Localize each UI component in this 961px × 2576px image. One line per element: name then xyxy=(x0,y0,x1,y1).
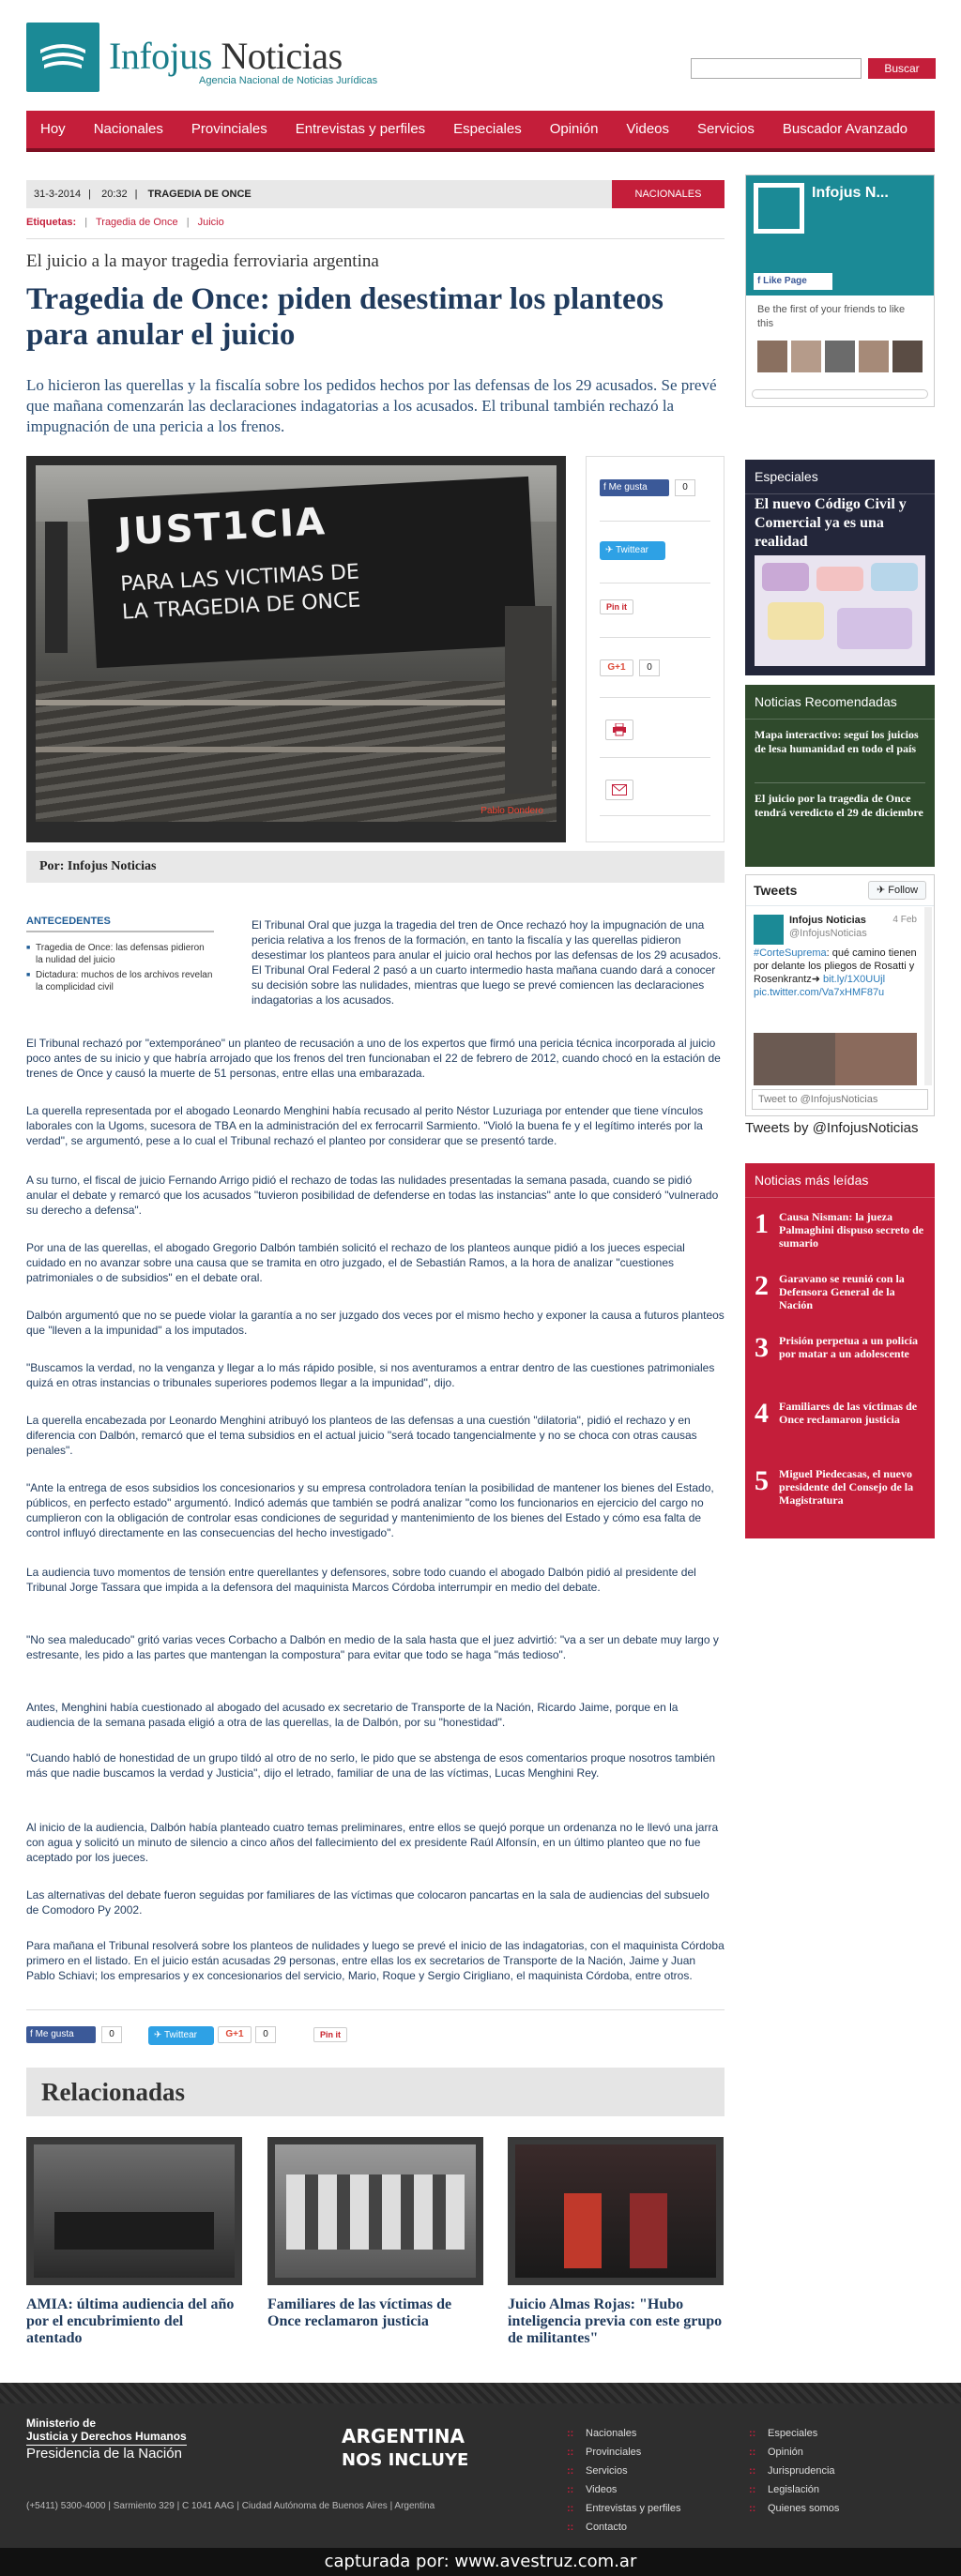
mas-leidas-title: Noticias más leídas xyxy=(745,1163,935,1198)
google-plus-count: 0 xyxy=(639,659,660,676)
article-date: 31-3-2014 xyxy=(34,189,82,200)
article-paragraph: Por una de las querellas, el abogado Gregorio Dalbón también solicitó el rechazo de los planteos aunque pidió a los jueces especial cuidado en no avanzar sobre una causa que se tramita en otro juzgado, el de Sebastián Ramos, a la hora de analizar "cuestiones patrimoniales o de subsidios" en el debate oral. xyxy=(26,1241,685,1284)
related-headline[interactable]: AMIA: última audiencia del año por el encubrimiento del atentado xyxy=(26,2296,235,2346)
google-plus-count: 0 xyxy=(255,2026,276,2043)
facebook-widget-scrollbar[interactable] xyxy=(752,389,928,399)
facebook-page-name[interactable]: Infojus N... xyxy=(812,185,889,201)
mas-leidas-headline[interactable]: Familiares de las víctimas de Once reclamaron justicia xyxy=(779,1400,918,1426)
article-paragraph: "Cuando habló de honestidad de un grupo tildó al otro de no serlo, le pido que se abstenga de esos comentarios proque nosotros también más que nadie buscamos la verdad y Justicia", dijo el letrado, familiar de una de las víctimas, Lucas Menghini Rey. xyxy=(26,1751,716,1780)
avatar[interactable] xyxy=(754,915,784,945)
especiales-headline[interactable]: El nuevo Código Civil y Comercial ya es una realidad xyxy=(755,496,907,550)
article-paragraph: "No sea maleducado" gritó varias veces Corbacho a Dalbón en medio de la sala hasta que el juez advirtió: "va a ser un debate muy largo y estresante, les pido a las partes que mantengan la compostura" para evitar que todo se haga "más tedioso". xyxy=(26,1633,719,1661)
facebook-like-button[interactable]: f Me gusta xyxy=(600,479,669,496)
google-plus-button[interactable]: G+1 xyxy=(218,2026,252,2043)
footer-link[interactable]: :: Jurisprudencia xyxy=(749,2462,839,2480)
antecedentes-title: ANTECEDENTES xyxy=(26,916,214,932)
article-paragraph: "Buscamos la verdad, no la venganza y llegar a lo más rápido posible, si nos aventuramos a entrar dentro de las cuestiones patrimoniales quizá en otras instancias o tribunales superiores podemos llegar a la impunidad", dijo. xyxy=(26,1361,715,1389)
footer-link[interactable]: :: Videos xyxy=(567,2480,680,2499)
photo-image xyxy=(36,465,557,822)
related-headline[interactable]: Familiares de las víctimas de Once reclamaron justicia xyxy=(267,2296,452,2329)
divider xyxy=(600,757,710,758)
email-icon[interactable] xyxy=(605,780,633,800)
footer-link[interactable]: :: Entrevistas y perfiles xyxy=(567,2499,680,2518)
logo-title[interactable]: Infojus Noticias xyxy=(109,35,343,77)
especiales-box xyxy=(745,460,935,675)
article-paragraph: Para mañana el Tribunal resolverá sobre los planteos de nulidades y luego se prevé el inicio de las indagatorias, con el maquinista Córdoba primero en el listado. En el juicio están acusadas 29 personas, entre ellas los ex secretarios de Transporte de la Nación, Jaime y Juan Pablo Schiavi; los empresarios y ex concesionarios del servicio, Mario, Roque y Sergio Cirigliano, el maquinista Córdoba, entre otros. xyxy=(26,1939,725,1982)
facebook-like-button[interactable]: f Me gusta xyxy=(26,2026,96,2043)
footer-links xyxy=(749,2424,839,2518)
related-image[interactable] xyxy=(508,2137,724,2285)
article-time: 20:32 xyxy=(101,189,128,200)
logo-icon xyxy=(754,183,804,234)
tweets-by-link[interactable]: Tweets by @InfojusNoticias xyxy=(745,1120,919,1136)
mas-leidas-headline[interactable]: Garavano se reunió con la Defensora General de la Nación xyxy=(779,1272,905,1311)
section-badge[interactable]: NACIONALES xyxy=(612,180,725,208)
tags-label: Etiquetas: xyxy=(26,217,77,228)
search-button[interactable]: Buscar xyxy=(868,58,936,79)
antecedente-link[interactable]: ■ Dictadura: muchos de los archivos revelan la complicidad civil xyxy=(26,969,214,993)
nav-item-especiales[interactable]: Especiales xyxy=(453,121,522,137)
facebook-friends-avatars xyxy=(757,341,923,372)
tweet-image[interactable] xyxy=(754,1033,917,1085)
mas-leidas-item[interactable] xyxy=(755,1332,927,1390)
article-paragraph: El Tribunal rechazó por "extemporáneo" un planteo de recusación a uno de los expertos que firmó una pericia técnica incorporada al juicio poco antes de su inicio y que habría arrojado que los frenos del tren funcionaban el 22 de febrero de 2012, cuando chocó en la estación de trenes de Once y causó la muerte de 51 personas, entre ellas una embarazada. xyxy=(26,1037,721,1080)
main-nav xyxy=(26,111,935,152)
related-image[interactable] xyxy=(26,2137,242,2285)
related-image[interactable] xyxy=(267,2137,483,2285)
ministry-logo[interactable]: Ministerio de Justicia y Derechos Humanos Presidencia de la Nación xyxy=(26,2417,187,2462)
tag-link[interactable]: Tragedia de Once xyxy=(95,217,178,228)
antecedentes-box xyxy=(26,916,214,996)
facebook-count: 0 xyxy=(675,479,695,496)
share-panel xyxy=(586,456,725,842)
nav-item-videos[interactable]: Videos xyxy=(626,121,670,137)
tweet-compose-input[interactable]: Tweet to @InfojusNoticias xyxy=(752,1089,928,1110)
nav-item-servicios[interactable]: Servicios xyxy=(697,121,755,137)
mas-leidas-box xyxy=(745,1163,935,1538)
footer-link[interactable]: :: Opinión xyxy=(749,2443,839,2462)
article-author: Por: Infojus Noticias xyxy=(26,851,725,883)
nav-item-buscador[interactable]: Buscador Avanzado xyxy=(782,121,908,137)
divider xyxy=(600,697,710,698)
recomendadas-box xyxy=(745,685,935,867)
article-paragraph: Dalbón argumentó que no se puede violar la garantía a no ser juzgado dos veces por el mismo hecho y exponer la causa a futuros planteos que "lleven a la impunidad" a los imputados. xyxy=(26,1309,725,1337)
twitter-tweet-button[interactable]: ✈ Twittear xyxy=(600,541,665,560)
mas-leidas-headline[interactable]: Causa Nisman: la jueza Palmaghini dispuso secreto de sumario xyxy=(779,1210,924,1250)
rank-number: 2 xyxy=(755,1270,769,1301)
divider xyxy=(600,521,710,522)
facebook-like-page-button[interactable]: f Like Page xyxy=(754,273,832,290)
tweets-title: Tweets xyxy=(754,883,798,898)
pinterest-button[interactable]: Pin it xyxy=(600,599,633,614)
nav-item-provinciales[interactable]: Provinciales xyxy=(191,121,267,137)
tags: Etiquetas: | Tragedia de Once | Juicio xyxy=(26,217,224,228)
facebook-count: 0 xyxy=(101,2026,122,2043)
site-header xyxy=(26,23,935,94)
footer-links xyxy=(567,2424,680,2537)
twitter-follow-button[interactable]: ✈ Follow xyxy=(868,881,926,900)
tweet-author-handle[interactable]: @InfojusNoticias xyxy=(789,928,867,939)
print-icon[interactable] xyxy=(605,720,633,740)
divider xyxy=(746,905,934,906)
article-photo[interactable] xyxy=(26,456,566,842)
especiales-image[interactable] xyxy=(755,555,925,666)
scrollbar[interactable] xyxy=(924,907,932,1085)
footer-pattern xyxy=(0,2383,961,2403)
article-paragraph: La querella representada por el abogado Leonardo Menghini había recusado al perito Néstor Luzuriaga por entender que tiene vínculos laborales con la Ugoms, sucesora de TBA en la administración del ex ferrocarril Sarmiento. "Violó la buena fe y el legítimo interés por la verdad", se argumentó, pese a lo cual el Tribunal rechazó el planteo por considerar que se presentó tarde. xyxy=(26,1104,704,1147)
article-paragraph: "Ante la entrega de esos subsidios los concesionarios y su empresa controladora tenían la posibilidad de mantener los bienes del Estado, públicos, en perfecto estado" argumentó. Indicó además que también se podrá analizar "como los funcionarios en ejercicio del cargo no cumplieron con la obligación de controlar esas condiciones de seguridad y mantenimiento de los bienes del Estado y cómo esa falta de control influyó directamente en las consecuencias del hecho investigado". xyxy=(26,1481,714,1539)
divider xyxy=(755,782,925,783)
rank-number: 1 xyxy=(755,1208,769,1239)
article-paragraph: Las alternativas del debate fueron seguidas por familiares de las víctimas que colocaron pancartas en la sala de audiencias del subsuelo de Comodoro Py 2002. xyxy=(26,1888,709,1917)
google-plus-button[interactable]: G+1 xyxy=(600,659,633,676)
article-summary: Lo hicieron las querellas y la fiscalía sobre los pedidos hechos por las defensas de los 29 acusados. Se prevé que mañana comenzarán las declaraciones indagatorias a los acusados. El tribunal también rechazó la impugnación de una pericia a los frenos. xyxy=(26,376,717,435)
recomendada-link[interactable]: El juicio por la tragedia de Once tendrá veredicto el 29 de diciembre xyxy=(755,792,923,819)
twitter-tweet-button[interactable]: ✈ Twittear xyxy=(148,2026,214,2045)
capture-caption: capturada por: www.avestruz.com.ar xyxy=(0,2548,961,2576)
related-title: Relacionadas xyxy=(26,2068,725,2116)
footer-address: (+5411) 5300-4000 | Sarmiento 329 | C 1041 AAG | Ciudad Autónoma de Buenos Aires | Argentina xyxy=(26,2501,435,2511)
protest-banner: JUST1CIA PARA LAS VICTIMAS DE LA TRAGEDIA DE ONCE xyxy=(88,477,538,668)
nav-item-opinion[interactable]: Opinión xyxy=(549,121,599,137)
tweet-text: #CorteSuprema: qué camino tienen por delante los pliegos de Rosatti y Rosenkrantz➜ bit.ly/1X0UUjl pic.twitter.com/Va7xHMF87u xyxy=(754,947,917,998)
footer-link[interactable]: :: Quienes somos xyxy=(749,2499,839,2518)
search-input[interactable] xyxy=(691,58,862,79)
nav-item-hoy[interactable]: Hoy xyxy=(40,121,66,137)
footer-link[interactable]: :: Nacionales xyxy=(567,2424,680,2443)
footer-link[interactable]: :: Provinciales xyxy=(567,2443,680,2462)
logo-subtitle: Agencia Nacional de Noticias Jurídicas xyxy=(199,75,378,86)
recomendadas-title: Noticias Recomendadas xyxy=(745,685,935,720)
article-kicker: El juicio a la mayor tragedia ferroviaria argentina xyxy=(26,251,379,271)
tweet-date[interactable]: 4 Feb xyxy=(892,915,917,925)
footer-link[interactable]: :: Servicios xyxy=(567,2462,680,2480)
tag-link[interactable]: Juicio xyxy=(197,217,224,228)
article-topic[interactable]: TRAGEDIA DE ONCE xyxy=(147,189,252,200)
article-meta-bar: 31-3-2014 | 20:32 | TRAGEDIA DE ONCE NACIONALES xyxy=(26,180,725,208)
footer-link[interactable]: :: Especiales xyxy=(749,2424,839,2443)
nav-item-entrevistas[interactable]: Entrevistas y perfiles xyxy=(295,121,426,137)
antecedente-link[interactable]: ■ Tragedia de Once: las defensas pidieron la nulidad del juicio xyxy=(26,942,214,966)
footer-link[interactable]: :: Contacto xyxy=(567,2518,680,2537)
facebook-cover xyxy=(746,175,934,295)
rank-number: 5 xyxy=(755,1465,769,1496)
article-paragraph: La audiencia tuvo momentos de tensión entre querellantes y defensores, sobre todo cuando el abogado Dalbón pidió al presidente del Tribunal Jorge Tassara que impida a la defensora del maquinista Marcos Córdoba interrumpir en medio del debate. xyxy=(26,1566,696,1594)
facebook-page-widget xyxy=(745,174,935,407)
mas-leidas-item[interactable] xyxy=(755,1270,927,1328)
especiales-title: Especiales xyxy=(745,460,935,494)
mas-leidas-item[interactable] xyxy=(755,1398,927,1456)
slogan: ARGENTINA NOS INCLUYE xyxy=(342,2425,469,2470)
nav-item-nacionales[interactable]: Nacionales xyxy=(93,121,163,137)
bottom-share-bar xyxy=(26,2026,725,2045)
divider xyxy=(26,238,725,239)
mas-leidas-headline[interactable]: Prisión perpetua a un policía por matar a un adolescente xyxy=(779,1334,919,1360)
article-paragraph: Antes, Menghini había cuestionado al abogado del acusado ex secretario de Transporte de la Nación, Ricardo Jaime, porque en la audiencia de la semana pasada eligió a otra de las querellas, la de Dalbón, por su "honestidad". xyxy=(26,1701,679,1729)
article-headline: Tragedia de Once: piden desestimar los planteos para anular el juicio xyxy=(26,282,664,352)
divider xyxy=(26,2009,725,2010)
article-paragraph: Al inicio de la audiencia, Dalbón había planteado cuatro temas preliminares, entre ellos se quejó porque un ordenanza no le llevó una jarra con agua y solicitó un minuto de silencio a cinco años del fallecimiento del ex presidente Raúl Alfonsín, en un último planteo que no fue aceptado por los jueces. xyxy=(26,1821,719,1864)
rank-number: 4 xyxy=(755,1398,769,1429)
pinterest-button[interactable]: Pin it xyxy=(313,2027,347,2042)
divider xyxy=(600,815,710,816)
article-lead: El Tribunal Oral que juzga la tragedia del tren de Once rechazó hoy la impugnación de una pericia relativa a los frenos de la formación, en tanto la fiscalía y las querellas pidieron desestimar los planteos para anular el juicio oral hechos por las defensas de los 29 acusados. El Tribunal Oral Federal 2 pasó a un cuarto intermedio hasta mañana cuando dará a conocer su decisión sobre las nulidades, mientras que luego se prevé comiencen las declaraciones indagatorias a los acusados. xyxy=(252,918,722,1007)
mas-leidas-headline[interactable]: Miguel Piedecasas, el nuevo presidente del Consejo de la Magistratura xyxy=(779,1467,914,1507)
recomendada-link[interactable]: Mapa interactivo: seguí los juicios de lesa humanidad en todo el país xyxy=(755,728,919,755)
divider xyxy=(600,637,710,638)
tweet-author-name[interactable]: Infojus Noticias xyxy=(789,915,866,926)
article-paragraph: La querella encabezada por Leonardo Menghini atribuyó los planteos de las defensas a una cuestión "dilatoria", pidió el rechazo y en diferencia con Dalbón, remarcó que el tema subsidios en el actual juicio "será tocado tangencialmente y no se choca con otras causas penales". xyxy=(26,1414,697,1457)
logo-icon[interactable] xyxy=(26,23,99,92)
photo-credit: Pablo Dondero xyxy=(480,806,543,816)
article-paragraph: A su turno, el fiscal de juicio Fernando Arrigo pidió el rechazo de todas las nulidades presentadas la semana pasada, cuando se pidió anular el debate y remarcó que los acusados "tuvieron posibilidad de defenderse en todas las instancias" ante lo que consideró "vulnerado su derecho a defensa". xyxy=(26,1174,719,1217)
mas-leidas-item[interactable] xyxy=(755,1465,927,1523)
mas-leidas-item[interactable] xyxy=(755,1208,927,1266)
twitter-timeline-widget xyxy=(745,874,935,1116)
footer-link[interactable]: :: Legislación xyxy=(749,2480,839,2499)
facebook-friends-text: Be the first of your friends to like this xyxy=(757,304,906,329)
rank-number: 3 xyxy=(755,1332,769,1363)
related-headline[interactable]: Juicio Almas Rojas: "Hubo inteligencia previa con este grupo de militantes" xyxy=(508,2296,723,2346)
